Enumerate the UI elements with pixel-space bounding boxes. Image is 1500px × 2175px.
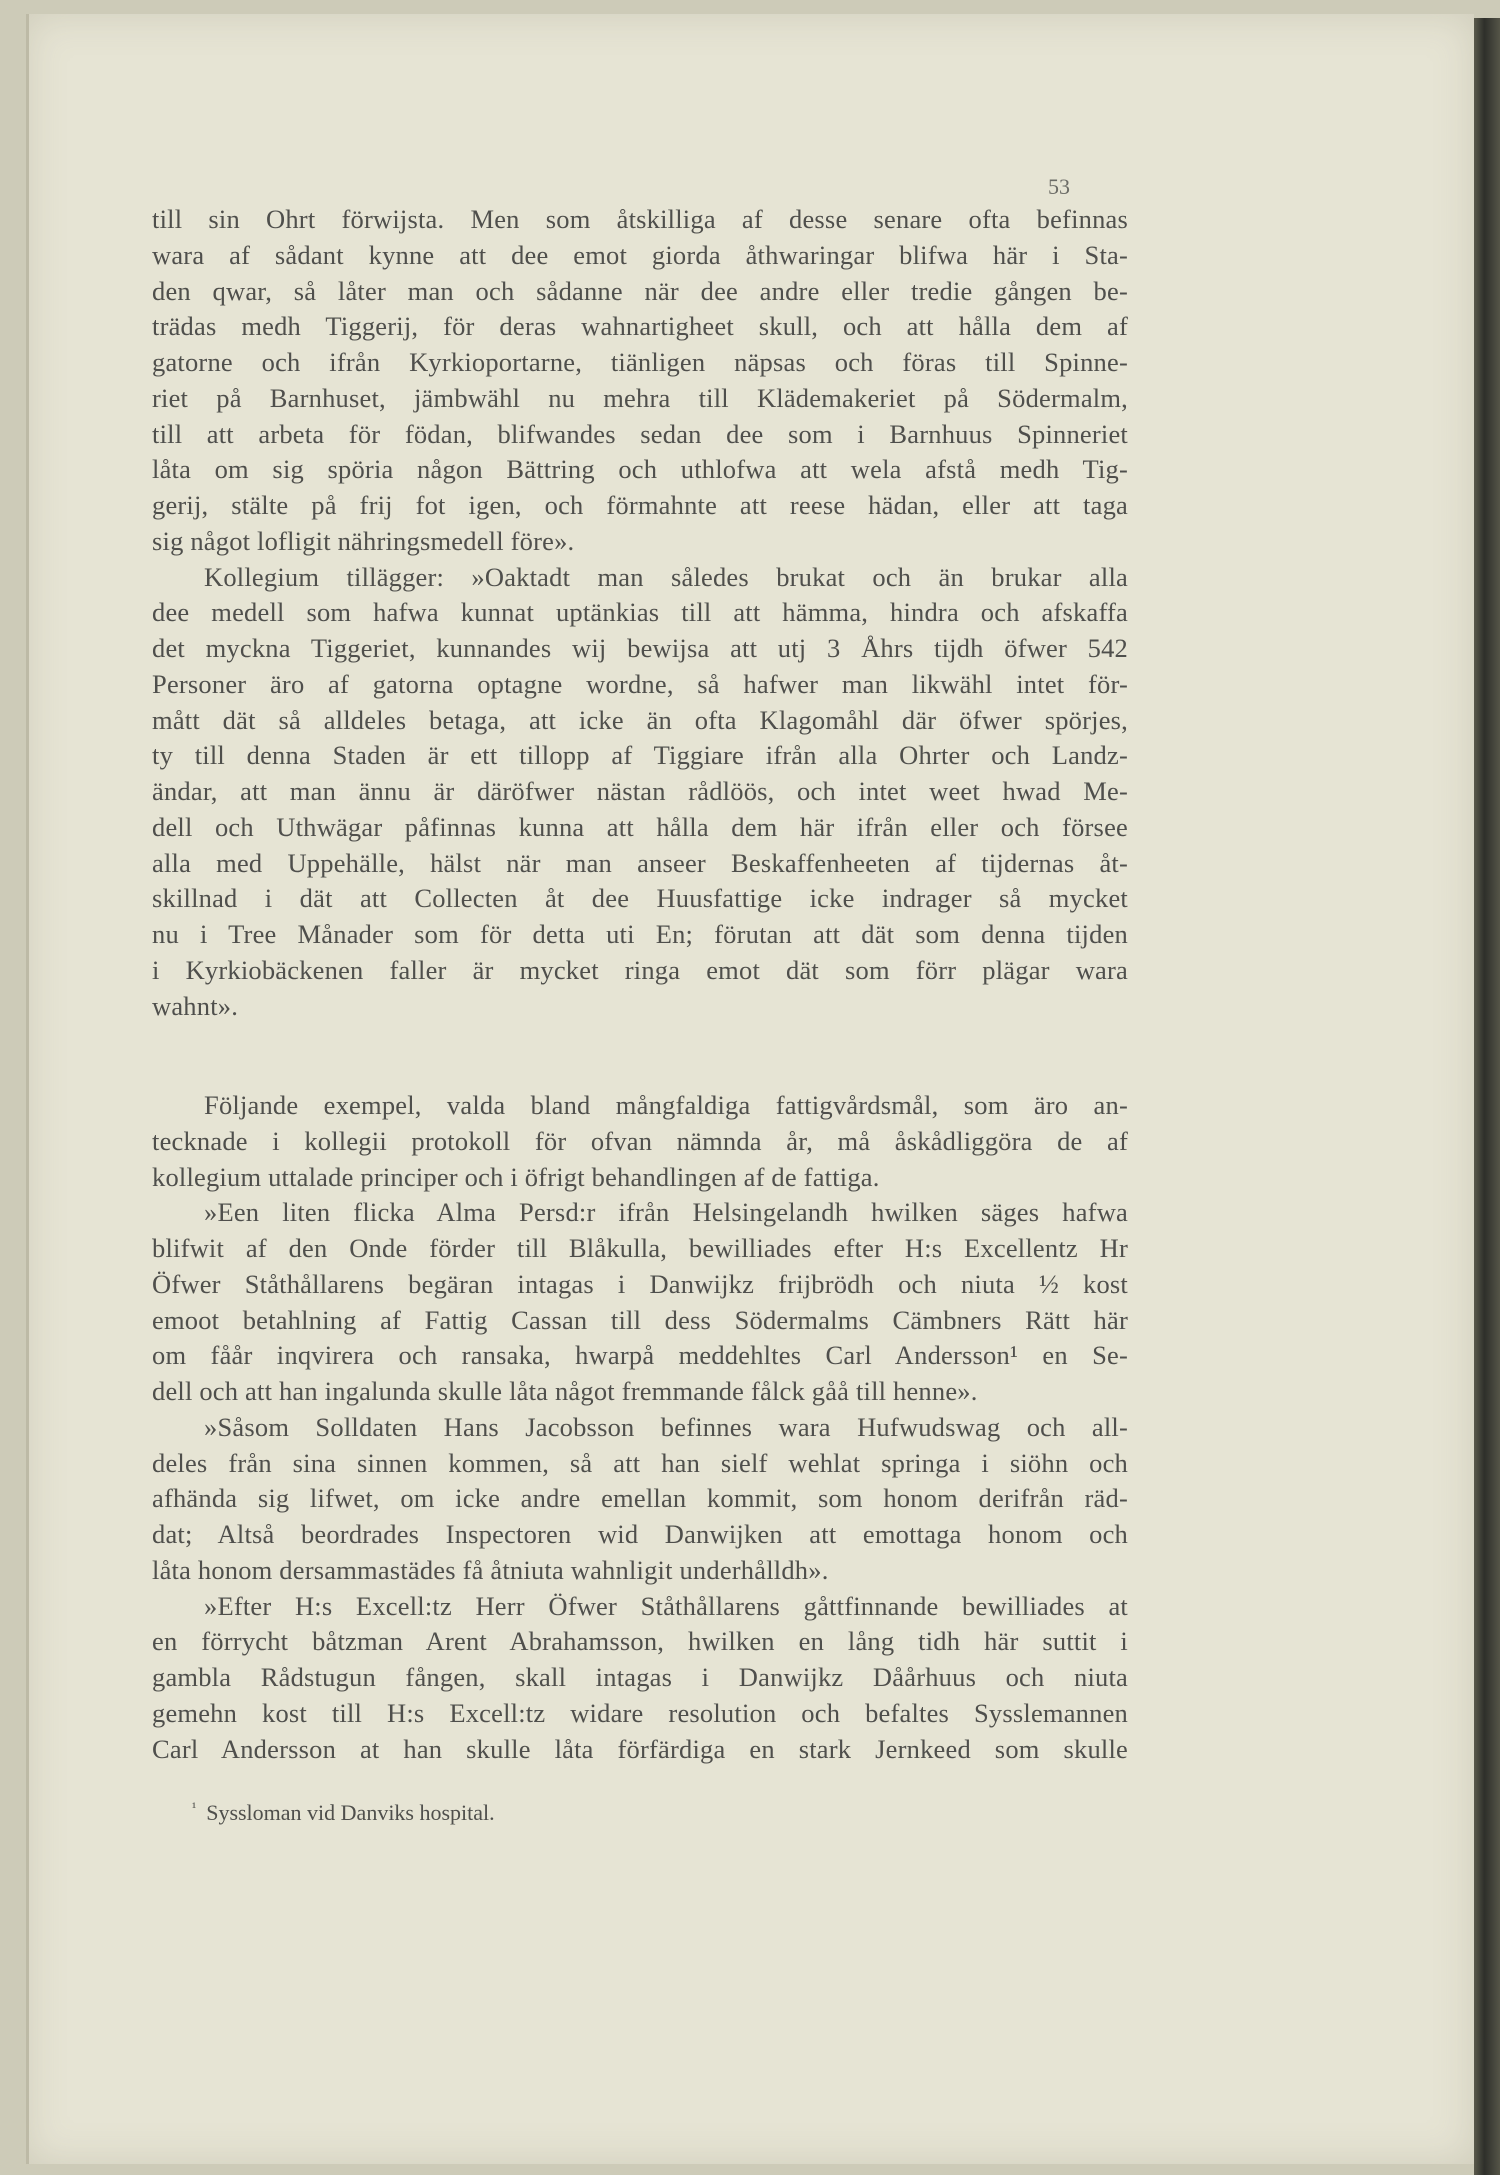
text-line: alla med Uppehälle, hälst när man anseer Beskaffenheeten af tijdernas åt- bbox=[152, 848, 1128, 878]
text-line: »Efter H:s Excell:tz Herr Öfwer Ståthållarens gåttfinnande bewilliades at bbox=[204, 1591, 1128, 1621]
text-line: kollegium uttalade principer och i öfrigt behandlingen af de fattiga. bbox=[152, 1162, 880, 1192]
text-line: en förrycht båtzman Arent Abrahamsson, hwilken en lång tidh här suttit i bbox=[152, 1626, 1128, 1656]
book-spine bbox=[1474, 18, 1500, 2175]
text-line: gerij, stälte på frij fot igen, och förmahnte att reese hädan, eller att taga bbox=[152, 490, 1128, 520]
text-line: gemehn kost till H:s Excell:tz widare resolution och befaltes Sysslemannen bbox=[152, 1698, 1128, 1728]
text-line: mått dät så alldeles betaga, att icke än ofta Klagomåhl där öfwer spörjes, bbox=[152, 705, 1128, 735]
text-line: dell och Uthwägar påfinnas kunna att hålla dem här ifrån eller och försee bbox=[152, 812, 1128, 842]
footnote-text: Syssloman vid Danviks hospital. bbox=[206, 1800, 495, 1825]
text-line: den qwar, så låter man och sådanne när dee andre eller tredie gången be- bbox=[152, 276, 1128, 306]
text-line: skillnad i dät att Collecten åt dee Huusfattige icke indrager så mycket bbox=[152, 883, 1128, 913]
text-line: Carl Andersson at han skulle låta förfärdiga en stark Jernkeed som skulle bbox=[152, 1734, 1128, 1764]
text-line: till sin Ohrt förwijsta. Men som åtskilliga af desse senare ofta befinnas bbox=[152, 204, 1128, 234]
text-line: dee medell som hafwa kunnat uptänkias till att hämma, hindra och afskaffa bbox=[152, 597, 1128, 627]
text-line: ändar, att man ännu är däröfwer nästan rådlöös, och intet weet hwad Me- bbox=[152, 776, 1128, 806]
text-line: Följande exempel, valda bland mångfaldiga fattigvårdsmål, som äro an- bbox=[204, 1090, 1128, 1120]
text-line: emoot betahlning af Fattig Cassan till dess Södermalms Cämbners Rätt här bbox=[152, 1305, 1128, 1335]
text-line: ty till denna Staden är ett tillopp af Tiggiare ifrån alla Ohrter och Landz- bbox=[152, 740, 1128, 770]
page-edge bbox=[26, 14, 29, 2164]
text-line: sig något lofligit nähringsmedell före». bbox=[152, 526, 575, 556]
text-line: Kollegium tillägger: »Oaktadt man således brukat och än brukar alla bbox=[204, 562, 1128, 592]
text-line: »Såsom Solldaten Hans Jacobsson befinnes wara Hufwudswag och all- bbox=[204, 1412, 1128, 1442]
text-line: tecknade i kollegii protokoll för ofvan nämnda år, må åskådliggöra de af bbox=[152, 1126, 1128, 1156]
text-line: Personer äro af gatorna optagne wordne, så hafwer man likwähl intet för- bbox=[152, 669, 1128, 699]
footnote-marker: ¹ bbox=[192, 1800, 197, 1816]
footnote bbox=[192, 1800, 495, 1826]
text-line: blifwit af den Onde förder till Blåkulla, bewilliades efter H:s Excellentz Hr bbox=[152, 1233, 1128, 1263]
text-line: i Kyrkiobäckenen faller är mycket ringa emot dät som förr plägar wara bbox=[152, 955, 1128, 985]
text-line: dat; Altså beordrades Inspectoren wid Danwijken att emottaga honom och bbox=[152, 1519, 1128, 1549]
text-line: Öfwer Ståthållarens begäran intagas i Danwijkz frijbrödh och niuta ½ kost bbox=[152, 1269, 1128, 1299]
text-line: till att arbeta för födan, blifwandes sedan dee som i Barnhuus Spinneriet bbox=[152, 419, 1128, 449]
text-line: det myckna Tiggeriet, kunnandes wij bewijsa att utj 3 Åhrs tijdh öfwer 542 bbox=[152, 633, 1128, 663]
text-line: trädas medh Tiggerij, för deras wahnartigheet skull, och att hålla dem af bbox=[152, 311, 1128, 341]
text-line: gatorne och ifrån Kyrkioportarne, tiänligen näpsas och föras till Spinne- bbox=[152, 347, 1128, 377]
text-line: riet på Barnhuset, jämbwähl nu mehra till Klädemakeriet på Södermalm, bbox=[152, 383, 1128, 413]
page-number: 53 bbox=[1048, 174, 1070, 199]
text-line: wara af sådant kynne att dee emot giorda åthwaringar blifwa här i Sta- bbox=[152, 240, 1128, 270]
text-line: gambla Rådstugun fången, skall intagas i Danwijkz Dåårhuus och niuta bbox=[152, 1662, 1128, 1692]
text-line: nu i Tree Månader som för detta uti En; förutan att dät som denna tijden bbox=[152, 919, 1128, 949]
text-line: »Een liten flicka Alma Persd:r ifrån Helsingelandh hwilken säges hafwa bbox=[204, 1197, 1128, 1227]
text-line: låta om sig spöria någon Bättring och uthlofwa att wela afstå medh Tig- bbox=[152, 454, 1128, 484]
text-line: dell och att han ingalunda skulle låta något fremmande fålck gåå till henne». bbox=[152, 1376, 978, 1406]
text-line: låta honom dersammastädes få åtniuta wahnligit underhålldh». bbox=[152, 1555, 829, 1585]
text-line: deles från sina sinnen kommen, så att han sielf wehlat springa i siöhn och bbox=[152, 1448, 1128, 1478]
text-line: om fåår inqvirera och ransaka, hwarpå meddehltes Carl Andersson¹ en Se- bbox=[152, 1340, 1128, 1370]
text-line: wahnt». bbox=[152, 991, 239, 1021]
text-line: afhända sig lifwet, om icke andre emellan kommit, som honom derifrån räd- bbox=[152, 1483, 1128, 1513]
